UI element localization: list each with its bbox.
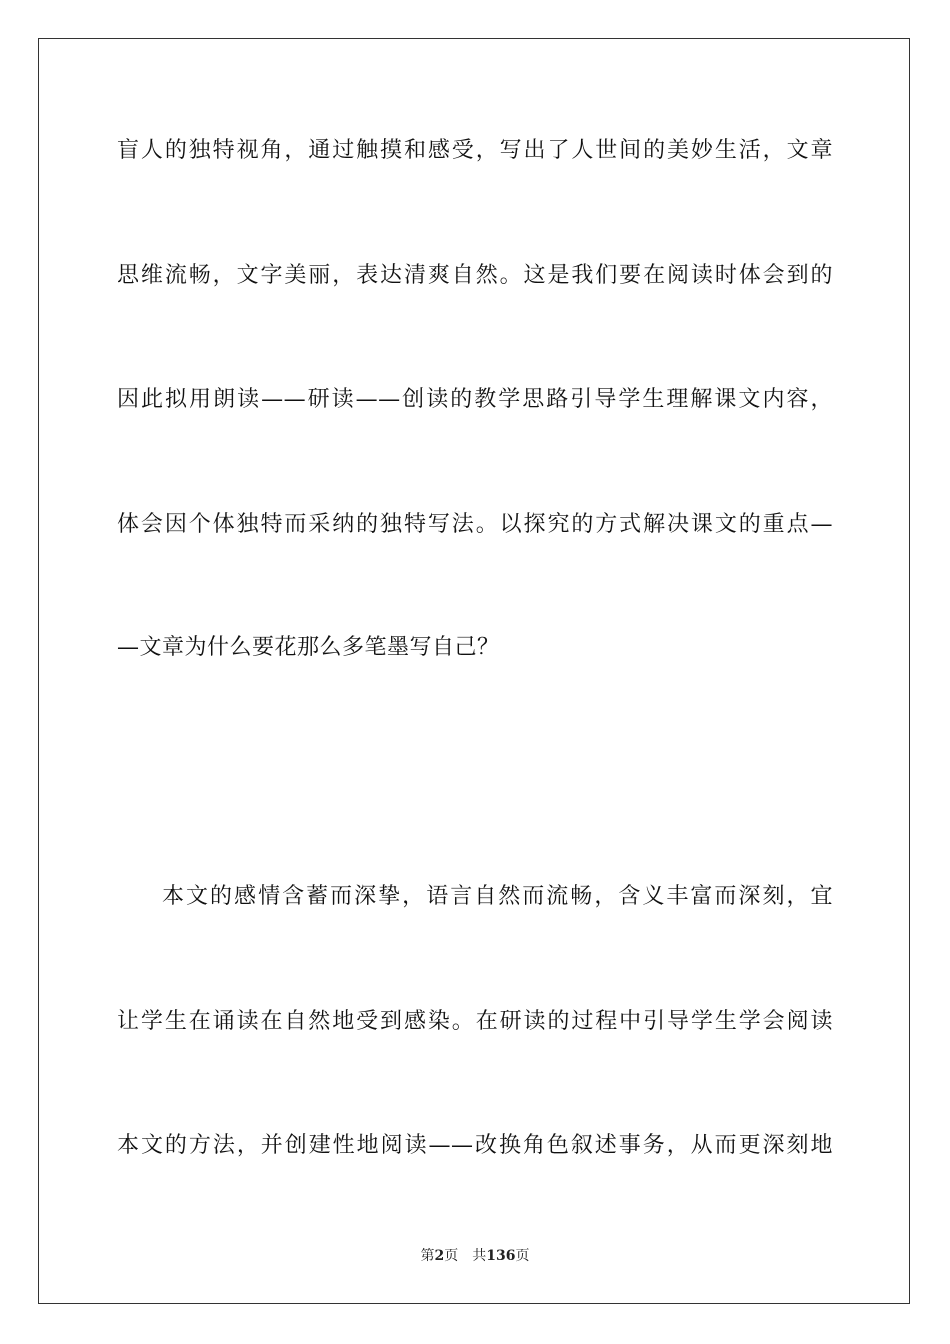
paragraph-2-line-2: 让学生在诵读在自然地受到感染。在研读的过程中引导学生学会阅读 [117, 1009, 833, 1034]
paragraph-1-line-4: 体会因个体独特而采纳的独特写法。以探究的方式解决课文的重点— [117, 512, 833, 537]
page-suffix: 页 [444, 1248, 459, 1264]
page-border [38, 38, 910, 1304]
page-number: 2 [434, 1248, 445, 1264]
paragraph-1-line-3: 因此拟用朗读——研读——创读的教学思路引导学生理解课文内容， [117, 387, 833, 412]
paragraph-1-line-1: 盲人的独特视角，通过触摸和感受，写出了人世间的美妙生活，文章 [117, 138, 833, 163]
total-pages: 136 [486, 1248, 516, 1264]
paragraph-2-line-3: 本文的方法，并创建性地阅读——改换角色叙述事务，从而更深刻地 [117, 1133, 833, 1158]
paragraph-2-line-1: 本文的感情含蓄而深挚，语言自然而流畅，含义丰富而深刻，宜 [162, 884, 833, 909]
total-suffix: 页 [515, 1248, 530, 1264]
paragraph-1-line-2: 思维流畅，文字美丽，表达清爽自然。这是我们要在阅读时体会到的 [117, 263, 833, 288]
paragraph-1-line-5: —文章为什么要花那么多笔墨写自己？ [117, 635, 500, 660]
page-prefix: 第 [420, 1248, 435, 1264]
page-footer [0, 1246, 950, 1266]
total-prefix: 共 [472, 1248, 487, 1264]
